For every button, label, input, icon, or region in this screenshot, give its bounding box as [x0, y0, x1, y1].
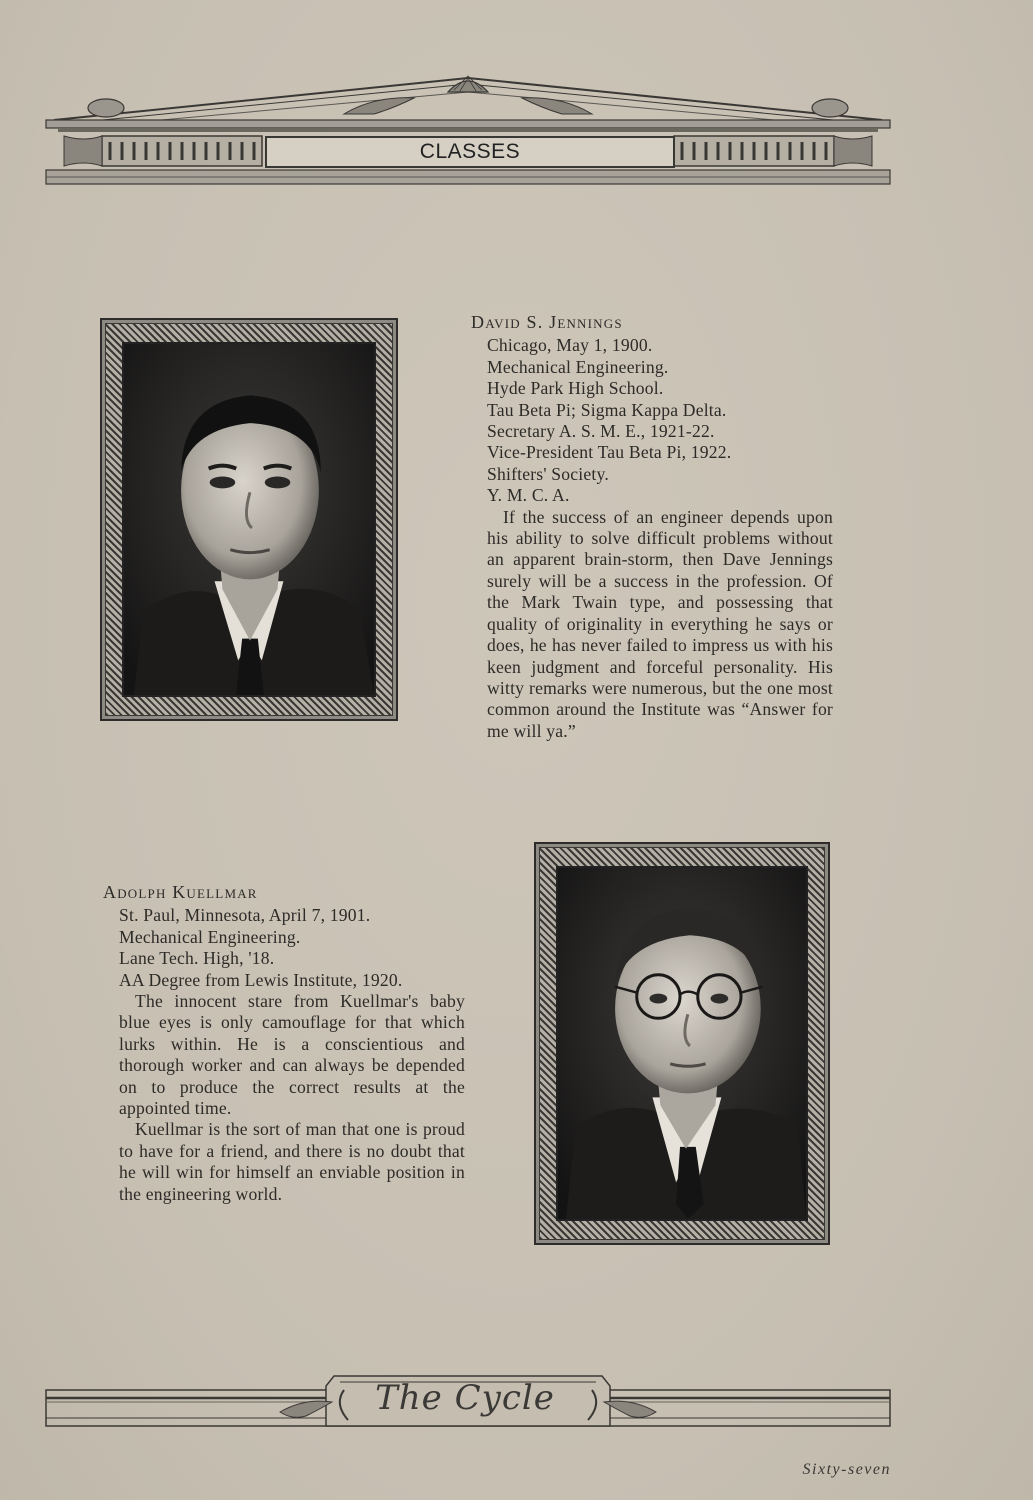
student-bio-kuellmar: [103, 882, 465, 1205]
student-name: Adolph Kuellmar: [103, 882, 258, 902]
fact-line: Shifters' Society.: [487, 463, 609, 484]
student-facts: [103, 905, 465, 991]
student-facts: [471, 335, 833, 506]
portrait-photo-jennings: [122, 342, 376, 697]
fact-line: Vice-President Tau Beta Pi, 1922.: [487, 442, 732, 463]
portrait-frame-jennings: [100, 318, 398, 721]
fact-line: Tau Beta Pi; Sigma Kappa Delta.: [487, 399, 727, 420]
portrait-frame-kuellmar: [534, 842, 830, 1245]
bio-paragraph: If the success of an engineer depends upon his ability to solve difficult problems without an apparent brain-storm, then Dave Jennings surely will be a success in the profession. Of the Mark Twain type, and possessing that quality of originality in everything he says or does, he has never failed to impress us with his keen judgment and forceful personality. His witty remarks were numerous, but the one most common around the Institute was “Answer for me will ya.”: [487, 506, 833, 741]
fact-line: Lane Tech. High, '18.: [119, 948, 275, 969]
fact-line: Hyde Park High School.: [487, 378, 664, 399]
bio-paragraph: The innocent stare from Kuellmar's baby blue eyes is only camouflage for that which lurks within. He is a conscientious and thorough worker and can always be depended on to produce the correct results at the appointed time.: [119, 991, 465, 1119]
header-ornament: [44, 70, 892, 188]
fact-line: AA Degree from Lewis Institute, 1920.: [119, 969, 403, 990]
bio-paragraph: Kuellmar is the sort of man that one is proud to have for a friend, and there is no doubt that he will win for himself an enviable position in the engineering world.: [119, 1119, 465, 1204]
student-name: David S. Jennings: [471, 312, 623, 332]
fact-line: Chicago, May 1, 1900.: [487, 335, 653, 356]
portrait-photo-kuellmar: [556, 866, 808, 1221]
fact-line: Mechanical Engineering.: [487, 356, 669, 377]
fact-line: Secretary A. S. M. E., 1921-22.: [487, 421, 715, 442]
fact-line: Y. M. C. A.: [487, 485, 570, 506]
fact-line: St. Paul, Minnesota, April 7, 1901.: [119, 905, 371, 926]
section-title: CLASSES: [265, 136, 675, 168]
fact-line: Mechanical Engineering.: [119, 926, 301, 947]
page-number: Sixty-seven: [802, 1461, 891, 1478]
yearbook-title: The Cycle: [375, 1378, 555, 1418]
student-bio-jennings: [471, 312, 833, 742]
